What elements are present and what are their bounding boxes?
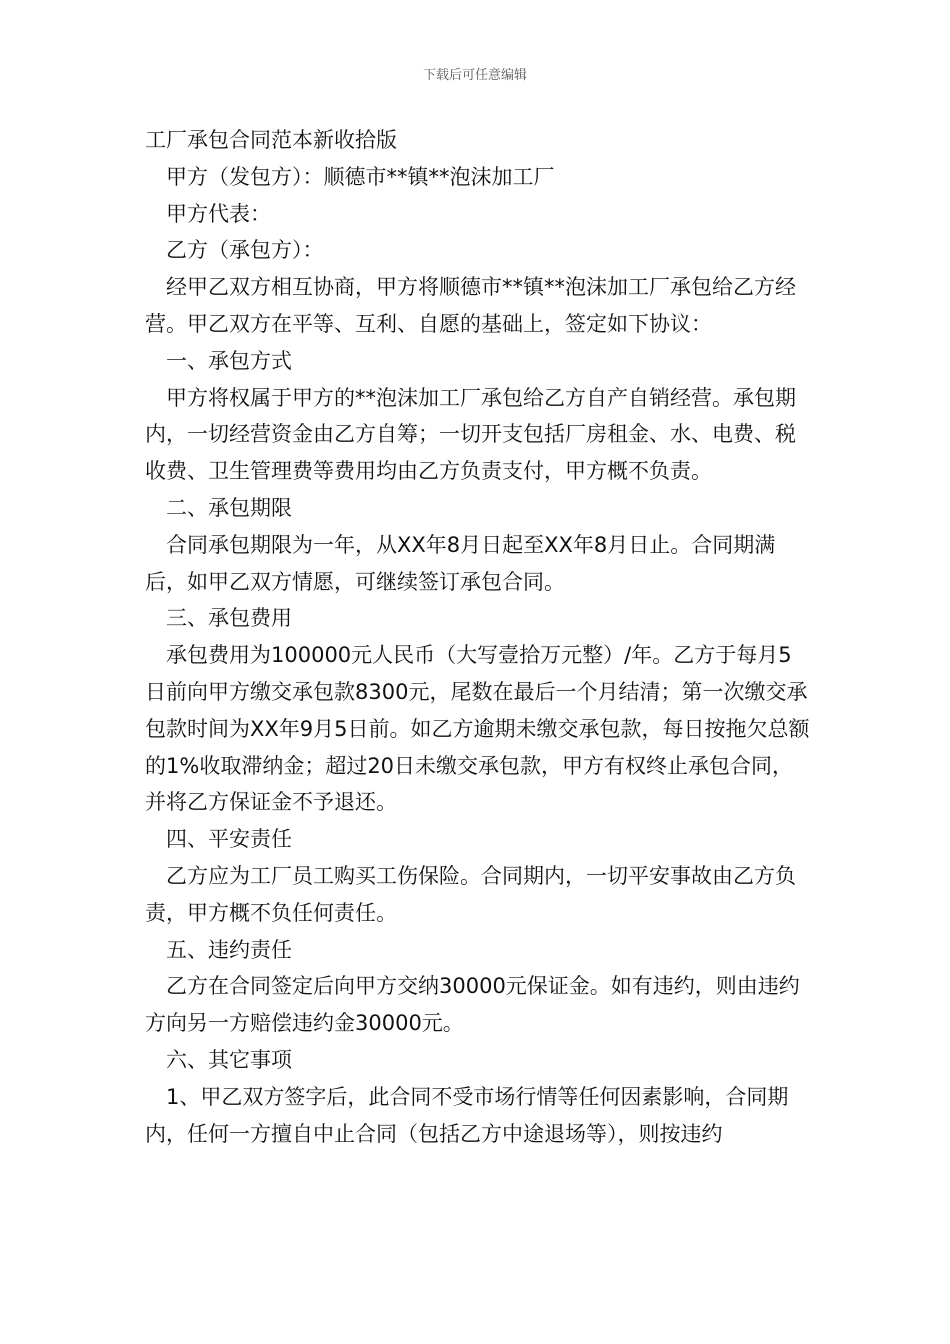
section-heading-1: 一、承包方式 [166, 348, 292, 373]
party-b-line: 乙方（承包方）： [166, 238, 324, 263]
section-heading-2: 二、承包期限 [166, 495, 292, 520]
section-heading-5: 五、违约责任 [166, 937, 292, 962]
document-body [145, 122, 810, 1152]
party-a-rep-line: 甲方代表： [166, 201, 271, 226]
section-heading-3: 三、承包费用 [166, 606, 292, 631]
section-body-2: 合同承包期限为一年，从XX年8月日起至XX年8月日止。合同期满后，如甲乙双方情愿，可继续签订承包合同。 [145, 532, 776, 594]
section-heading-4: 四、平安责任 [166, 827, 292, 852]
section-body-3: 承包费用为100000元人民币（大写壹拾万元整）/年。乙方于每月5日前向甲方缴交承包款8300元，尾数在最后一个月结清；第一次缴交承包款时间为XX年9月5日前。如乙方逾期未缴交承包款，每日按拖欠总额的1%收取滞纳金；超过20日未缴交承包款，甲方有权终止承包合同，并将乙方保证金不予退还。 [145, 643, 810, 815]
section-body-6: 1、甲乙双方签字后，此合同不受市场行情等任何因素影响，合同期内，任何一方擅自中止合同（包括乙方中途退场等），则按违约 [145, 1084, 789, 1146]
section-body-4: 乙方应为工厂员工购买工伤保险。合同期内，一切平安事故由乙方负责，甲方概不负任何责任。 [145, 863, 796, 925]
preamble-paragraph: 经甲乙双方相互协商，甲方将顺德市**镇**泡沫加工厂承包给乙方经营。甲乙双方在平等、互利、自愿的基础上，签定如下协议： [145, 275, 796, 336]
party-a-line: 甲方（发包方）：顺德市**镇**泡沫加工厂 [166, 164, 555, 189]
page-header: 下载后可任意编辑 [422, 68, 527, 83]
section-heading-6: 六、其它事项 [166, 1047, 292, 1072]
section-body-5: 乙方在合同签定后向甲方交纳30000元保证金。如有违约，则由违约方向另一方赔偿违约金30000元。 [145, 974, 800, 1036]
section-body-1: 甲方将权属于甲方的**泡沫加工厂承包给乙方自产自销经营。承包期内，一切经营资金由乙方自筹；一切开支包括厂房租金、水、电费、税收费、卫生管理费等费用均由乙方负责支付，甲方概不负责。 [145, 385, 796, 484]
document-title: 工厂承包合同范本新收拾版 [145, 128, 397, 152]
